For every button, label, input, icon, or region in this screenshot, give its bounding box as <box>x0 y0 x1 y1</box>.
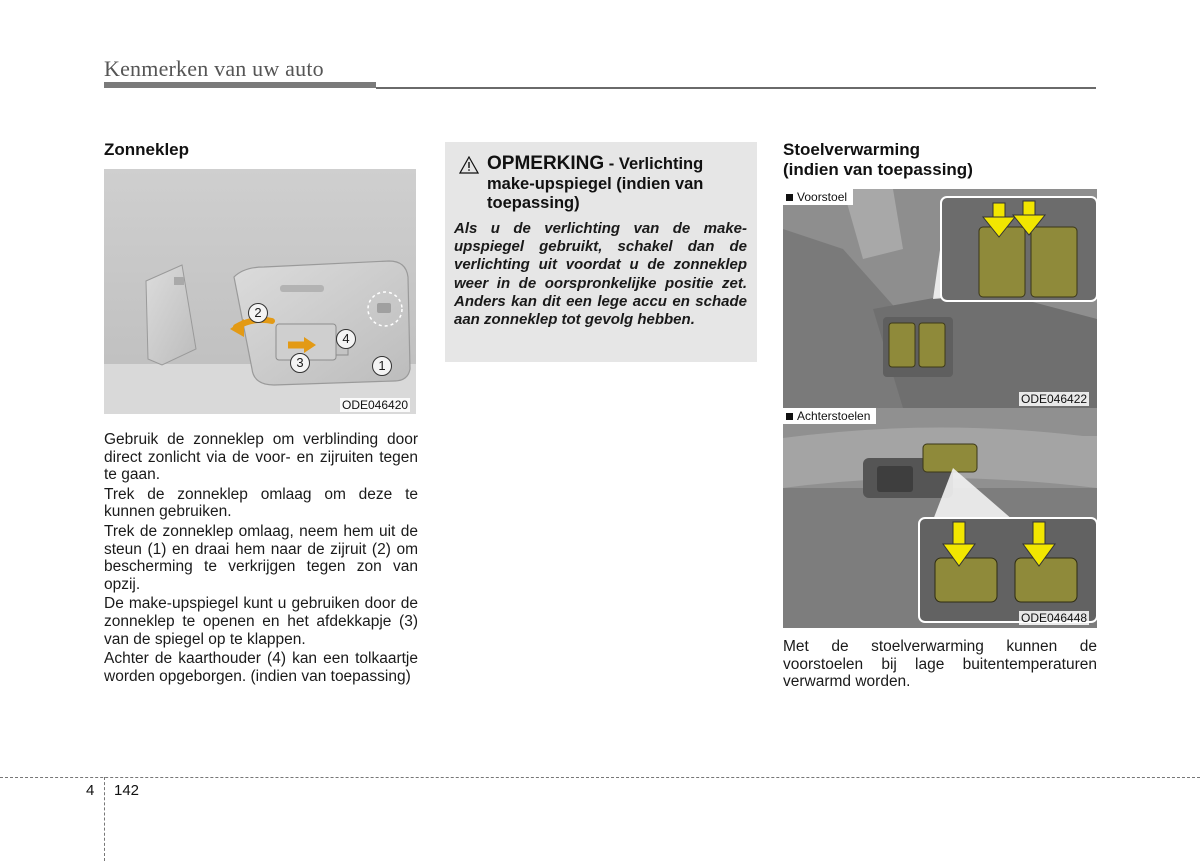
note-title <box>487 154 747 214</box>
rear-seat-label <box>783 408 876 424</box>
sun-visor-text <box>104 431 418 687</box>
header-rule-thick <box>104 82 376 88</box>
paragraph: Met de stoelverwarming kunnen de voorstoelen bij lage buitentemperaturen verwarmd worden. <box>783 638 1097 691</box>
seat-heating-text <box>783 638 1097 693</box>
callout-3: 3 <box>290 353 310 373</box>
note-body: Als u de verlichting van de make-upspiegel gebruikt, schakel dan de verlichting uit voordat u de zonneklep weer in de oorspronkelijke positie zet. Anders kan dit een lege accu en schade aan zonneklep tot gevolg hebben. <box>454 220 747 329</box>
front-seat-label-text: Voorstoel <box>797 190 848 204</box>
label-square-icon <box>786 413 793 420</box>
heading-line-2: (indien van toepassing) <box>783 160 973 179</box>
section-heading-seat-heating <box>783 140 973 180</box>
callout-2: 2 <box>248 303 268 323</box>
header-rule-thin <box>376 87 1096 89</box>
figure-code: ODE046422 <box>1021 392 1088 406</box>
note-title-rest: - Verlichting make-upspiegel (indien van toepassing) <box>487 155 704 212</box>
footer-dashed-rule <box>0 777 1200 778</box>
paragraph: Achter de kaarthouder (4) kan een tolkaartje worden opgeborgen. (indien van toepassing) <box>104 650 418 685</box>
note-title-main: OPMERKING <box>487 153 605 174</box>
section-heading-sun-visor: Zonneklep <box>104 140 190 159</box>
rear-seat-heating-illustration <box>783 408 1097 628</box>
footer-vertical-dashed-rule <box>104 777 105 861</box>
paragraph: Trek de zonneklep omlaag om deze te kunnen gebruiken. <box>104 485 418 521</box>
paragraph: Gebruik de zonneklep om verblinding door direct zonlicht via de voor- en zijruiten tegen te gaan. <box>104 431 418 484</box>
front-seat-drawing <box>783 189 1097 408</box>
figure-code: ODE046420 <box>342 398 409 412</box>
sun-visor-illustration <box>104 169 416 414</box>
callout-1: 1 <box>372 356 392 376</box>
paragraph: Trek de zonneklep omlaag, neem hem uit de steun (1) en draai hem naar de zijruit (2) om bescherming te verkrijgen tegen zon van opzij. <box>104 522 418 593</box>
page-number: 142 <box>114 782 140 799</box>
front-seat-heating-illustration <box>783 189 1097 408</box>
rear-seat-drawing <box>783 408 1097 628</box>
sun-visor-drawing <box>104 169 416 414</box>
figure-code: ODE046448 <box>1021 611 1088 625</box>
front-seat-label <box>783 189 853 205</box>
heading-line-1: Stoelverwarming <box>783 140 920 159</box>
chapter-number: 4 <box>86 782 95 799</box>
rear-seat-label-text: Achterstoelen <box>797 409 871 423</box>
page-header-title: Kenmerken van uw auto <box>104 56 324 81</box>
label-square-icon <box>786 194 793 201</box>
warning-triangle-icon <box>459 156 479 174</box>
paragraph: De make-upspiegel kunt u gebruiken door de zonneklep te openen en het afdekkapje (3) van de spiegel op te klappen. <box>104 595 418 648</box>
callout-4: 4 <box>336 329 356 349</box>
note-box <box>445 142 757 362</box>
